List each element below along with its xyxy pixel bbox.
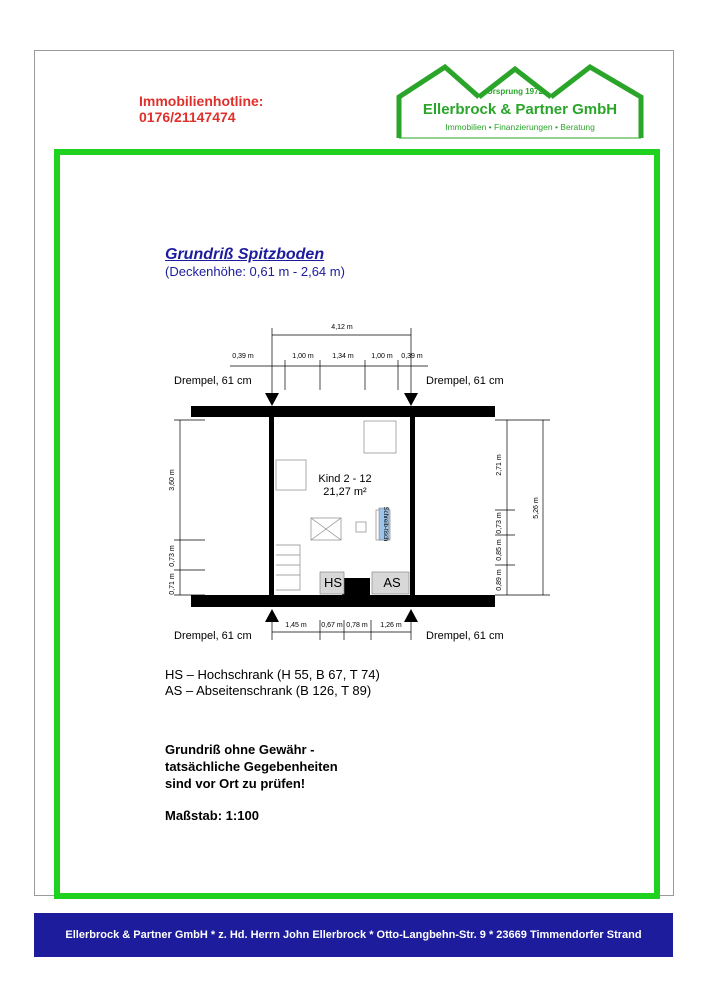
scale-note: Maßstab: 1:100 bbox=[165, 808, 259, 823]
dim-right-b: 0,73 m bbox=[496, 512, 503, 534]
dim-right-d: 0,89 m bbox=[496, 569, 503, 591]
legend-hs: HS – Hochschrank (H 55, B 67, T 74) bbox=[165, 667, 380, 682]
hotline-phone: 0176/21147474 bbox=[139, 109, 236, 125]
dim-bottom-seg2: 0,67 m bbox=[321, 622, 343, 629]
dim-top-seg2: 1,00 m bbox=[292, 353, 314, 360]
dim-top-seg1: 0,39 m bbox=[232, 353, 254, 360]
disclaimer-line-1: Grundriß ohne Gewähr - bbox=[165, 742, 315, 757]
disclaimer-line-3: sind vor Ort zu prüfen! bbox=[165, 776, 306, 791]
as-label: AS bbox=[383, 575, 401, 590]
room-area: 21,27 m² bbox=[323, 486, 367, 498]
dim-top-seg5: 0,39 m bbox=[401, 353, 423, 360]
dim-top-seg4: 1,00 m bbox=[371, 353, 393, 360]
dim-bottom-seg1: 1,45 m bbox=[285, 622, 307, 629]
dim-left-b: 0,73 m bbox=[169, 545, 176, 567]
plan-title: Grundriß Spitzboden bbox=[165, 246, 325, 263]
drempel-bottom-left: Drempel, 61 cm bbox=[174, 630, 252, 642]
dim-right-c: 0,85 m bbox=[496, 539, 503, 561]
dim-right-total: 5,26 m bbox=[533, 497, 540, 519]
dim-bottom-seg4: 1,26 m bbox=[380, 622, 402, 629]
dim-bottom-seg3: 0,78 m bbox=[346, 622, 368, 629]
plan-subtitle: (Deckenhöhe: 0,61 m - 2,64 m) bbox=[165, 264, 345, 279]
dim-left-c: 0,71 m bbox=[169, 573, 176, 595]
dim-left-a: 3,60 m bbox=[169, 469, 176, 491]
logo-origin: Ursprung 1972 bbox=[486, 87, 544, 96]
logo-company-name: Ellerbrock & Partner GmbH bbox=[422, 101, 618, 118]
drempel-bottom-right: Drempel, 61 cm bbox=[426, 630, 504, 642]
room-name: Kind 2 - 12 bbox=[318, 473, 372, 485]
legend bbox=[165, 667, 380, 699]
drempel-top-left: Drempel, 61 cm bbox=[174, 375, 252, 387]
hotline-label: Immobilienhotline: bbox=[139, 93, 264, 109]
dim-top-total: 4,12 m bbox=[331, 324, 353, 331]
drempel-top-right: Drempel, 61 cm bbox=[426, 375, 504, 387]
footer-address: Ellerbrock & Partner GmbH * z. Hd. Herrn John Ellerbrock * Otto-Langbehn-Str. 9 * 23669 Timmendorfer Strand bbox=[65, 929, 642, 941]
disclaimer bbox=[165, 741, 338, 792]
legend-as: AS – Abseitenschrank (B 126, T 89) bbox=[165, 683, 372, 698]
hs-label: HS bbox=[323, 575, 343, 590]
desk-label: Schreib-tisch bbox=[382, 506, 388, 542]
disclaimer-line-2: tatsächliche Gegebenheiten bbox=[165, 759, 338, 774]
dim-right-a: 2,71 m bbox=[496, 454, 503, 476]
logo-services: Immobilien • Finanzierungen • Beratung bbox=[445, 122, 595, 132]
dim-top-seg3: 1,34 m bbox=[332, 353, 354, 360]
footer bbox=[34, 913, 673, 957]
